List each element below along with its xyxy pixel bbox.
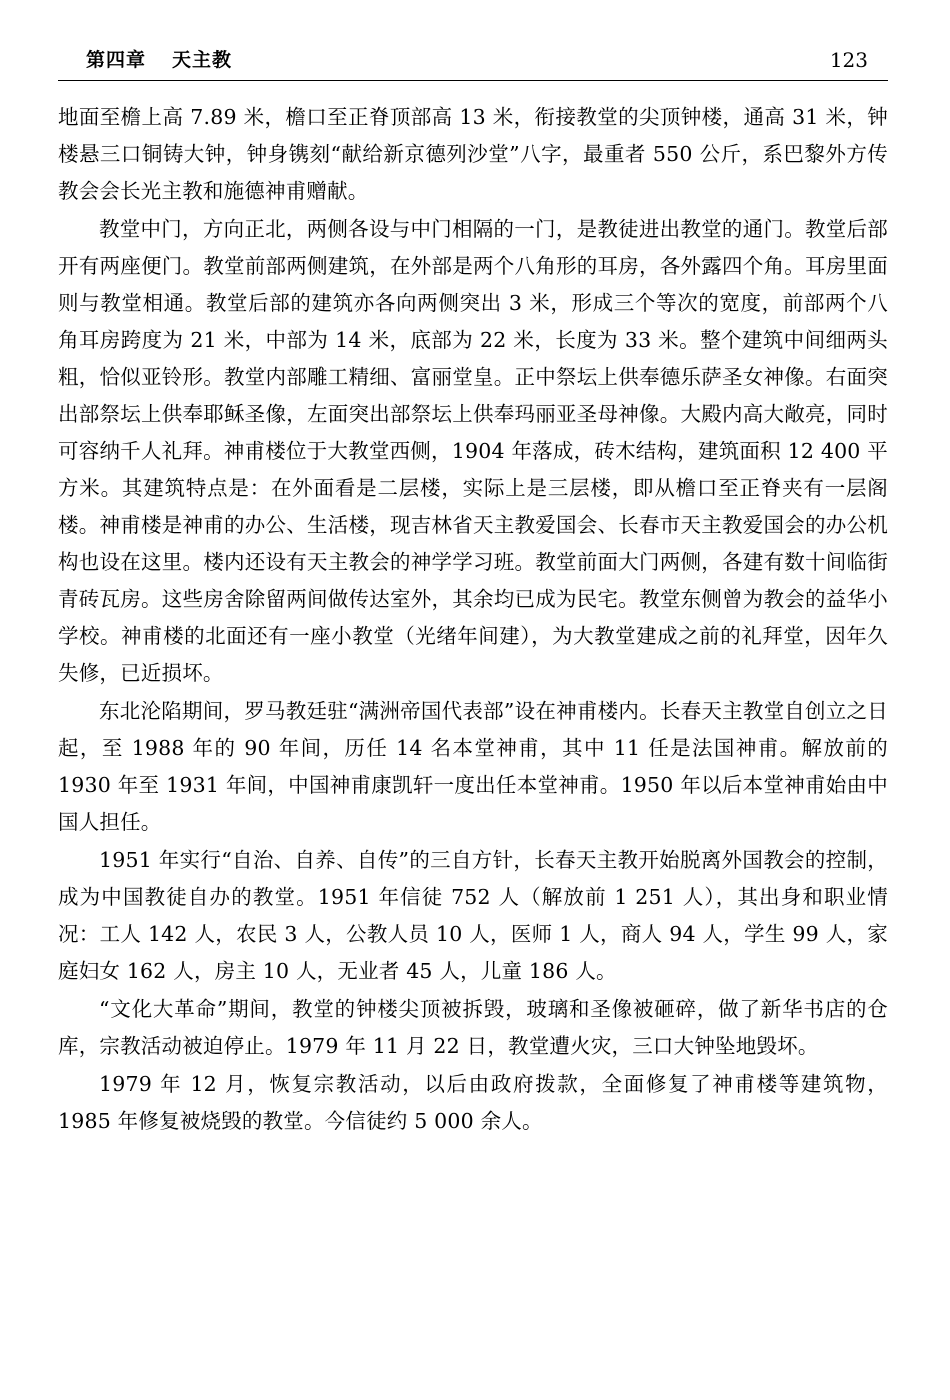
paragraph: “文化大革命”期间，教堂的钟楼尖顶被拆毁，玻璃和圣像被砸碎，做了新华书店的仓库，宗教活动被迫停止。1979 年 11 月 22 日，教堂遭火灾，三口大钟坠地毁坏。 bbox=[58, 997, 888, 1058]
chapter-number: 第四章 bbox=[86, 49, 147, 71]
paragraph: 1979 年 12 月，恢复宗教活动，以后由政府拨款，全面修复了神甫楼等建筑物，1985 年修复被烧毁的教堂。今信徒约 5 000 余人。 bbox=[58, 1072, 888, 1133]
paragraph: 东北沦陷期间，罗马教廷驻“满洲帝国代表部”设在神甫楼内。长春天主教堂自创立之日起，至 1988 年的 90 年间，历任 14 名本堂神甫，其中 11 任是法国神甫。解放前的 1930 年至 1931 年间，中国神甫康凯轩一度出任本堂神甫。1950 年以后本堂神甫始由中国人担任。 bbox=[58, 699, 888, 834]
chapter-title: 天主教 bbox=[172, 49, 233, 71]
paragraph: 地面至檐上高 7.89 米，檐口至正脊顶部高 13 米，衔接教堂的尖顶钟楼，通高 31 米，钟楼悬三口铜铸大钟，钟身镌刻“献给新京德列沙堂”八字，最重者 550 公斤，系巴黎外方传教会会长光主教和施德神甫赠献。 bbox=[58, 105, 888, 203]
running-head bbox=[86, 45, 232, 72]
page-number: 123 bbox=[829, 48, 868, 72]
header-divider bbox=[58, 80, 888, 81]
page-header bbox=[58, 30, 888, 72]
body-text bbox=[58, 99, 888, 1140]
paragraph: 教堂中门，方向正北，两侧各设与中门相隔的一门，是教徒进出教堂的通门。教堂后部开有两座便门。教堂前部两侧建筑，在外部是两个八角形的耳房，各外露四个角。耳房里面则与教堂相通。教堂后部的建筑亦各向两侧突出 3 米，形成三个等次的宽度，前部两个八角耳房跨度为 21 米，中部为 14 米，底部为 22 米，长度为 33 米。整个建筑中间细两头粗，恰似亚铃形。教堂内部雕工精细、富丽堂皇。正中祭坛上供奉德乐萨圣女神像。右面突出部祭坛上供奉耶稣圣像，左面突出部祭坛上供奉玛丽亚圣母神像。大殿内高大敞亮，同时可容纳千人礼拜。神甫楼位于大教堂西侧，1904 年落成，砖木结构，建筑面积 12 400 平方米。其建筑特点是：在外面看是二层楼，实际上是三层楼，即从檐口至正脊夹有一层阁楼。神甫楼是神甫的办公、生活楼，现吉林省天主教爱国会、长春市天主教爱国会的办公机构也设在这里。楼内还设有天主教会的神学学习班。教堂前面大门两侧，各建有数十间临街青砖瓦房。这些房舍除留两间做传达室外，其余均已成为民宅。教堂东侧曾为教会的益华小学校。神甫楼的北面还有一座小教堂（光绪年间建），为大教堂建成之前的礼拜堂，因年久失修，已近损坏。 bbox=[58, 217, 888, 685]
paragraph: 1951 年实行“自治、自养、自传”的三自方针，长春天主教开始脱离外国教会的控制，成为中国教徒自办的教堂。1951 年信徒 752 人（解放前 1 251 人），其出身和职业情况：工人 142 人，农民 3 人，公教人员 10 人，医师 1 人，商人 94 人，学生 99 人，家庭妇女 162 人，房主 10 人，无业者 45 人，儿童 186 人。 bbox=[58, 848, 888, 983]
